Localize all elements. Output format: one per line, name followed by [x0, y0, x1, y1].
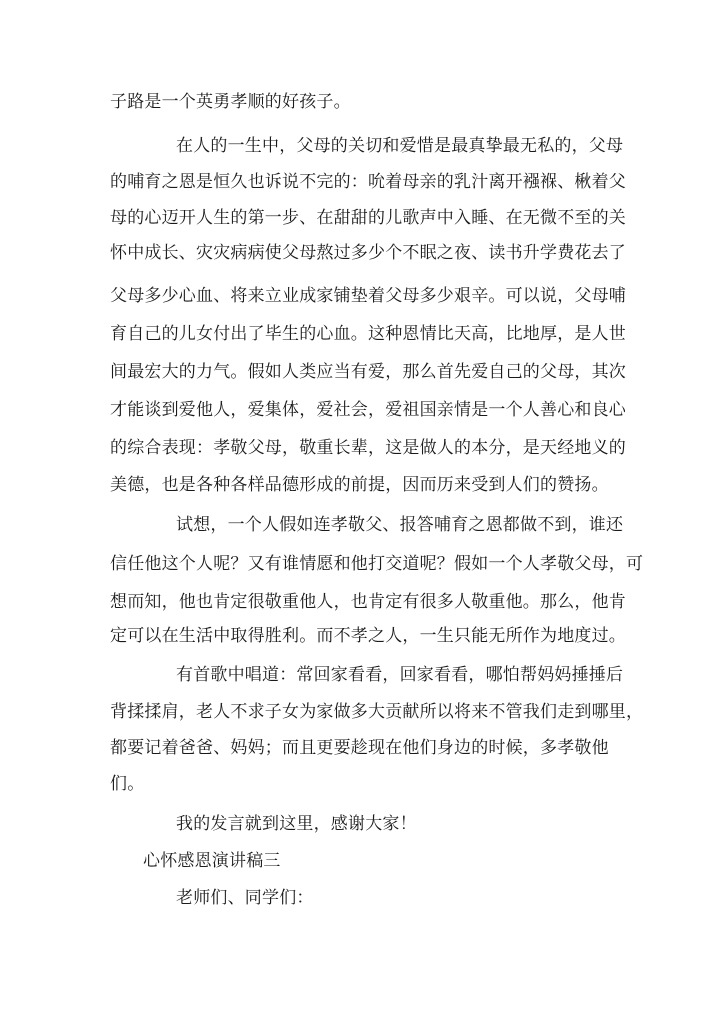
- section-heading: 心怀感恩演讲稿三: [143, 851, 281, 871]
- paragraph-first-line: 有首歌中唱道：常回家看看，回家看看，哪怕帮妈妈捶捶后: [176, 665, 624, 685]
- text-line: 父母多少心血、将来立业成家铺垫着父母多少艰辛。可以说，父母哺: [110, 286, 626, 306]
- text-line: 间最宏大的力气。假如人类应当有爱，那么首先爱自己的父母，其次: [110, 362, 626, 382]
- text-line: 背揉揉肩，老人不求子女为家做多大贡献所以将来不管我们走到哪里，: [110, 702, 644, 722]
- paragraph-first-line: 试想，一个人假如连孝敬父、报答哺育之恩都做不到，谁还: [176, 515, 624, 535]
- text-line: 定可以在生活中取得胜利。而不孝之人，一生只能无所作为地度过。: [110, 626, 626, 646]
- text-line: 母的心迈开人生的第一步、在甜甜的儿歌声中入睡、在无微不至的关: [110, 208, 626, 228]
- paragraph-first-line: 在人的一生中，父母的关切和爱惜是最真挚最无私的，父母: [176, 136, 624, 156]
- text-line: 才能谈到爱他人，爱集体，爱社会，爱祖国亲情是一个人善心和良心: [110, 400, 626, 420]
- salutation-line: 老师们、同学们：: [176, 888, 314, 908]
- text-line: 们。: [110, 774, 145, 794]
- text-line: 怀中成长、灾灾病病使父母熬过多少个不眠之夜、读书升学费花去了: [110, 243, 626, 263]
- text-line: 美德，也是各种各样品德形成的前提，因而历来受到人们的赞扬。: [110, 475, 609, 495]
- text-line: 子路是一个英勇孝顺的好孩子。: [110, 92, 351, 112]
- text-line: 信任他这个人呢？又有谁情愿和他打交道呢？假如一个人孝敬父母，可: [110, 554, 644, 574]
- closing-line: 我的发言就到这里，感谢大家！: [176, 814, 417, 834]
- text-line: 育自己的儿女付出了毕生的心血。这种恩情比天高，比地厚，是人世: [110, 324, 626, 344]
- text-line: 想而知，他也肯定很敬重他人，也肯定有很多人敬重他。那么，他肯: [110, 592, 626, 612]
- text-line: 的哺育之恩是恒久也诉说不完的：吮着母亲的乳汁离开襁褓、楸着父: [110, 172, 626, 192]
- text-line: 的综合表现：孝敬父母，敬重长辈，这是做人的本分，是天经地义的: [110, 438, 626, 458]
- text-line: 都要记着爸爸、妈妈；而且更要趁现在他们身边的时候，多孝敬他: [110, 738, 609, 758]
